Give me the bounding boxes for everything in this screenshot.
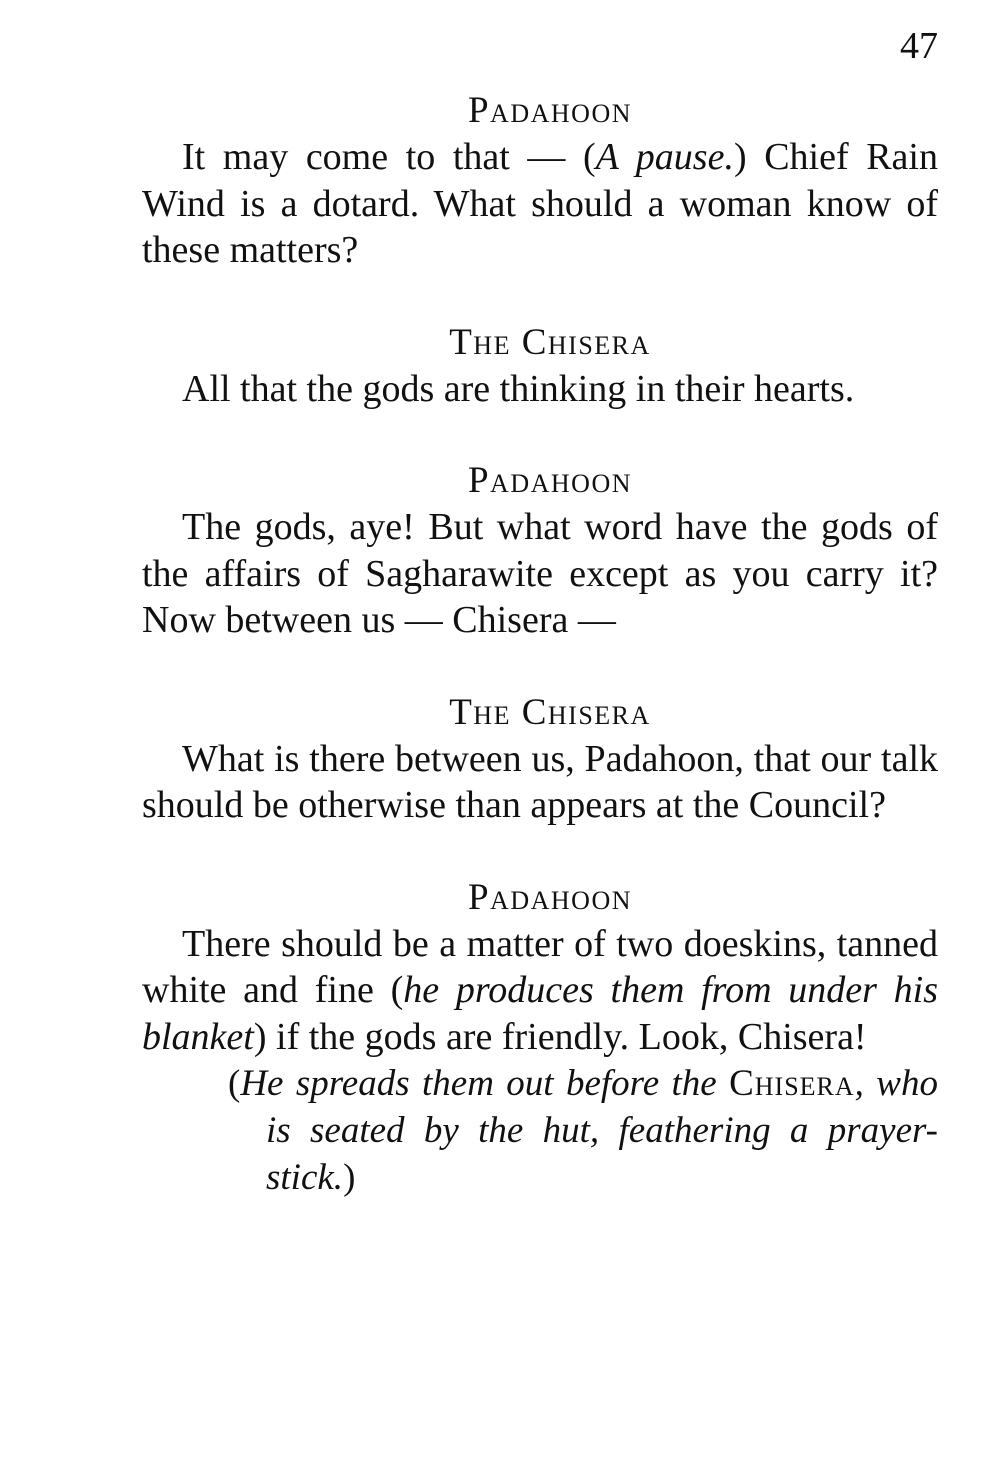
- speaker-name: The Chisera: [449, 691, 651, 733]
- inline-stage-direction: A pause.: [595, 136, 734, 178]
- speaker-name: The Chisera: [449, 321, 651, 363]
- speech-text: ) Chief Rain Wind is a dotard. What should a woman know of these matters?: [142, 136, 938, 271]
- speech: What is there between us, Padahoon, that our talk should be otherwise than appears at the Council?: [142, 737, 938, 826]
- speech: [142, 134, 938, 274]
- speaker-name: Padahoon: [467, 90, 632, 131]
- stage-character-name: Chisera: [729, 1063, 855, 1104]
- speech: [142, 921, 938, 1061]
- speaker-name: Padahoon: [467, 876, 632, 918]
- stage-direction-text: , who is seated by the hut, feathering a prayer-stick.: [266, 1063, 938, 1198]
- stage-direction: [228, 1060, 938, 1201]
- stage-paren-open: (: [228, 1063, 241, 1104]
- speech-text: ) if the gods are friendly. Look, Chisera!: [253, 1015, 867, 1058]
- speech-text: There should be a matter of two doeskins, tanned white and fine (: [142, 922, 938, 1011]
- speech: All that the gods are thinking in their hearts.: [182, 367, 855, 410]
- speech-text: It may come to that — (: [182, 136, 596, 178]
- stage-paren-close: ): [343, 1157, 356, 1198]
- play-text: [142, 88, 938, 1201]
- speaker-name: Padahoon: [467, 460, 632, 501]
- speech: The gods, aye! But what word have the gods of the affairs of Sagharawite except as you carry it? Now between us — Chisera —: [142, 506, 938, 641]
- inline-stage-direction: he produces them from under his blanket: [142, 969, 938, 1058]
- stage-direction-text: He spreads them out before the: [240, 1063, 730, 1104]
- page-number: 47: [900, 25, 938, 67]
